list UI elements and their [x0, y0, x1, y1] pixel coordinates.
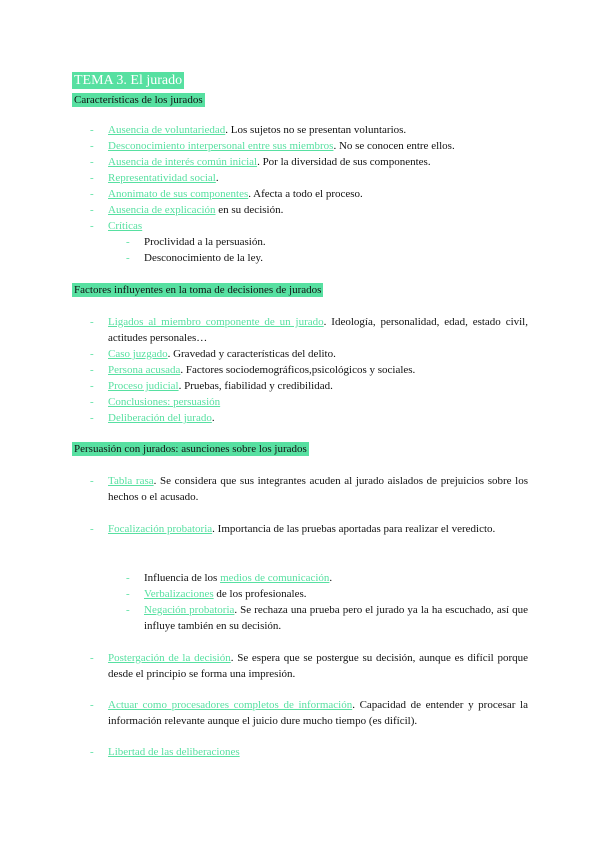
term-link[interactable]: Críticas [108, 220, 143, 232]
item-text: . Se rechaza una prueba pero el jurado ya la ha escuchado, así que influye también en su decisión. [144, 604, 528, 632]
sublist-item [126, 602, 528, 634]
section-heading-persuasion: Persuasión con jurados: asunciones sobre los jurados [74, 443, 307, 455]
dash-bullet: - [90, 140, 94, 152]
dash-bullet: - [126, 252, 130, 264]
dash-bullet: - [90, 475, 94, 487]
dash-bullet: - [90, 172, 94, 184]
item-text: Proclividad a la persuasión. [144, 236, 266, 248]
list-item [90, 138, 528, 154]
focalizacion-sublist [126, 570, 528, 634]
item-text: . [329, 572, 333, 584]
list-item [90, 394, 528, 410]
term-link[interactable]: Ausencia de interés común inicial [108, 156, 258, 168]
item-text: . No se conocen entre ellos. [333, 140, 455, 152]
dash-bullet: - [126, 236, 130, 248]
list-item [90, 697, 528, 729]
dash-bullet: - [90, 348, 94, 360]
sublist-item [126, 570, 528, 586]
persuasion-list-1 [90, 473, 528, 505]
item-text: . Se considera que sus integrantes acuden al jurado aislados de prejuicios sobre los hechos o el acusado. [108, 475, 528, 503]
list-item [90, 122, 528, 138]
dash-bullet: - [126, 588, 130, 600]
item-text: . Capacidad de entender y procesar la información relevante aunque el juicio dure mucho tiempo (es difícil). [108, 699, 528, 727]
list-item [90, 186, 528, 202]
term-link[interactable]: Proceso judicial [108, 380, 179, 392]
term-link[interactable]: medios de comunicación [220, 572, 330, 584]
item-text: . Gravedad y características del delito. [167, 348, 336, 360]
item-text: . [211, 412, 215, 424]
dash-bullet: - [90, 412, 94, 424]
sublist-item [126, 234, 528, 250]
item-text: . Ideología, personalidad, edad, estado civil, actitudes personales… [108, 316, 528, 344]
list-item [90, 362, 528, 378]
dash-bullet: - [90, 380, 94, 392]
dash-bullet: - [90, 396, 94, 408]
criticas-sublist [126, 234, 528, 266]
persuasion-list-4 [90, 697, 528, 729]
dash-bullet: - [90, 364, 94, 376]
list-item [90, 154, 528, 170]
item-text: . Afecta a todo el proceso. [248, 188, 363, 200]
item-text: . Pruebas, fiabilidad y credibilidad. [178, 380, 333, 392]
list-item [90, 650, 528, 682]
item-text: . Los sujetos no se presentan voluntarios. [225, 124, 407, 136]
section-heading-caracteristicas: Características de los jurados [74, 94, 203, 106]
dash-bullet: - [90, 220, 94, 232]
term-link[interactable]: Postergación de la decisión [108, 652, 231, 664]
list-item [90, 346, 528, 362]
term-link[interactable]: Negación probatoria [144, 604, 235, 616]
item-text: . Importancia de las pruebas aportadas para realizar el veredicto. [212, 523, 496, 535]
persuasion-list-5 [90, 744, 528, 760]
dash-bullet: - [126, 604, 130, 616]
dash-bullet: - [90, 699, 94, 711]
item-pretext: Influencia de los [144, 572, 221, 584]
term-link[interactable]: Focalización probatoria [108, 523, 213, 535]
caracteristicas-list [90, 122, 528, 234]
item-text: . Por la diversidad de sus componentes. [257, 156, 431, 168]
list-item [90, 744, 528, 760]
term-link[interactable]: Ausencia de voluntariedad [108, 124, 226, 136]
list-item [90, 218, 528, 234]
list-item [90, 521, 528, 537]
term-link[interactable]: Tabla rasa [108, 475, 154, 487]
term-link[interactable]: Deliberación del jurado [108, 412, 212, 424]
item-text: . Factores sociodemográficos,psicológicos y sociales. [180, 364, 416, 376]
item-text: en su decisión. [215, 204, 284, 216]
factores-list [90, 314, 528, 426]
term-link[interactable]: Anonimato de sus componentes [108, 188, 249, 200]
list-item [90, 314, 528, 346]
dash-bullet: - [90, 523, 94, 535]
sublist-item [126, 586, 528, 602]
sublist-item [126, 250, 528, 266]
list-item [90, 378, 528, 394]
item-text: . [215, 172, 219, 184]
list-item [90, 410, 528, 426]
term-link[interactable]: Libertad de las deliberaciones [108, 746, 240, 758]
list-item [90, 170, 528, 186]
dash-bullet: - [90, 156, 94, 168]
item-text: . Se espera que se postergue su decisión, aunque es difícil porque desde el principio se forma una impresión. [108, 652, 528, 680]
term-link[interactable]: Ligados al miembro componente de un jurado [108, 316, 324, 328]
term-link[interactable]: Verbalizaciones [144, 588, 214, 600]
document-title: TEMA 3. El jurado [74, 73, 183, 88]
dash-bullet: - [90, 188, 94, 200]
term-link[interactable]: Desconocimiento interpersonal entre sus miembros [108, 140, 334, 152]
persuasion-list-3 [90, 650, 528, 682]
dash-bullet: - [126, 572, 130, 584]
item-text: de los profesionales. [213, 588, 307, 600]
dash-bullet: - [90, 652, 94, 664]
dash-bullet: - [90, 204, 94, 216]
term-link[interactable]: Caso juzgado [108, 348, 168, 360]
persuasion-list-2 [90, 521, 528, 537]
list-item [90, 473, 528, 505]
term-link[interactable]: Ausencia de explicación [108, 204, 216, 216]
dash-bullet: - [90, 746, 94, 758]
list-item [90, 202, 528, 218]
section-heading-factores: Factores influyentes en la toma de decisiones de jurados [74, 284, 322, 296]
term-link[interactable]: Conclusiones: persuasión [108, 396, 221, 408]
term-link[interactable]: Actuar como procesadores completos de información [108, 699, 353, 711]
item-text: Desconocimiento de la ley. [144, 252, 264, 264]
term-link[interactable]: Representatividad social [108, 172, 216, 184]
dash-bullet: - [90, 124, 94, 136]
term-link[interactable]: Persona acusada [108, 364, 181, 376]
dash-bullet: - [90, 316, 94, 328]
